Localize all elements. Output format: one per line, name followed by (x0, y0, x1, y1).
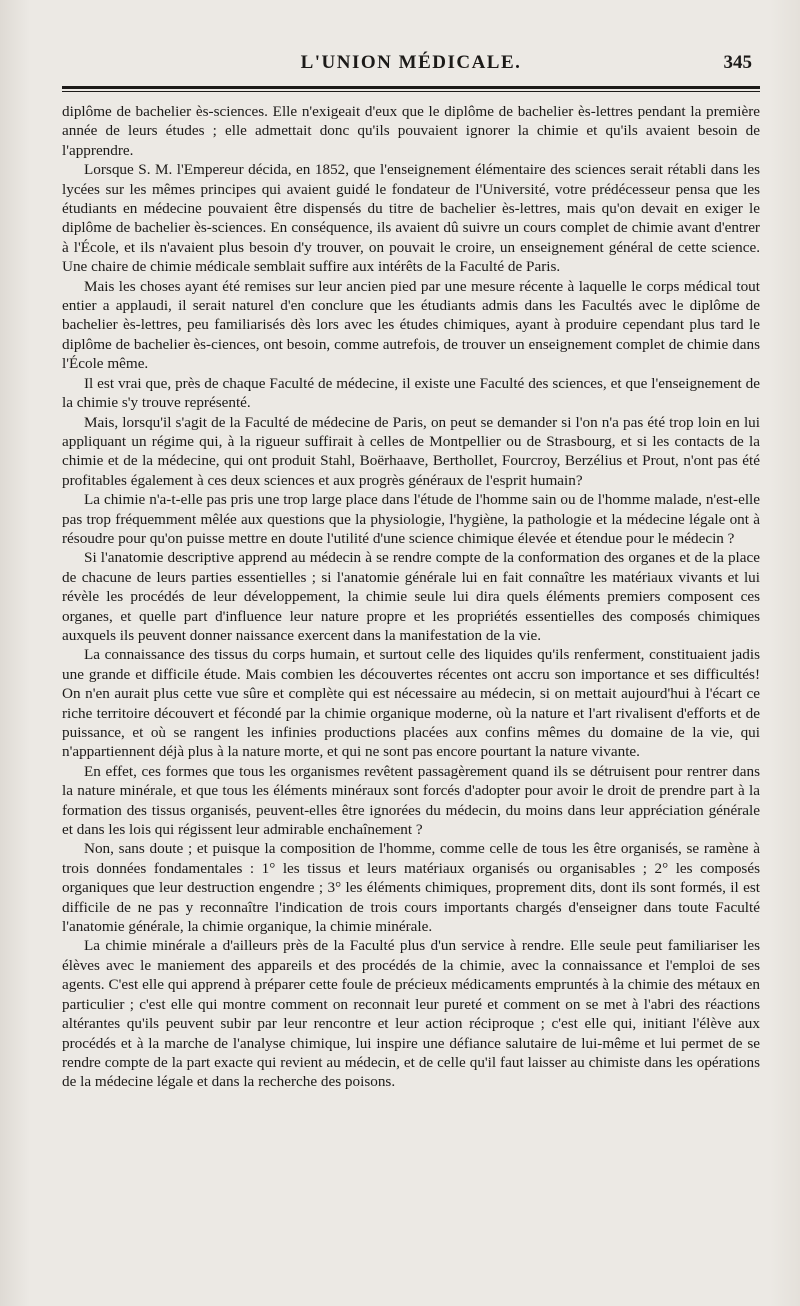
paragraph: Non, sans doute ; et puisque la composition de l'homme, comme celle de tous les être organisés, se ramène à trois données fondamentales : 1° les tissus et leurs matériaux organisés ou organisables ; 2° les composés organiques que leur destruction engendre ; 3° les éléments chimiques, proprement dits, dont ils sont formés, il est difficile de ne pas y reconnaître l'indication de trois cours importants chargés d'enseigner dans toute Faculté l'anatomie générale, la chimie organique, la chimie minérale. (62, 840, 760, 936)
header-rule-thick (62, 86, 760, 89)
paragraph: Mais les choses ayant été remises sur leur ancien pied par une mesure récente à laquelle le corps médical tout entier a applaudi, il serait naturel d'en conclure que les étudiants admis dans les Facultés avec le diplôme de bachelier ès-lettres, peu familiarisés dès lors avec les études chimiques, ayant à produire cependant plus tard le diplôme de bachelier ès-ciences, ont besoin, comme autrefois, de trouver un enseignement complet de chimie dans l'École même. (62, 277, 760, 373)
running-head (62, 52, 760, 82)
paragraph: Mais, lorsqu'il s'agit de la Faculté de médecine de Paris, on peut se demander si l'on n'a pas été trop loin en lui appliquant un régime qui, à la rigueur suffirait à celles de Montpellier ou de Strasbourg, et si les contacts de la chimie et de la médecine, qui ont produit Stahl, Boërhaave, Berthollet, Fourcroy, Berzélius et Prout, n'ont pas été profitables également à ces deux sciences et aux progrès généraux de l'esprit humain? (62, 413, 760, 489)
paragraph: diplôme de bachelier ès-sciences. Elle n'exigeait d'eux que le diplôme de bachelier ès-lettres pendant la première année de leurs études ; elle admettait donc qu'ils pouvaient ignorer la chimie et qu'ils avaient besoin de l'apprendre. (62, 103, 760, 159)
journal-title: L'UNION MÉDICALE. (300, 52, 522, 73)
body-text (62, 102, 760, 1092)
page-number: 345 (723, 52, 752, 73)
paragraph: La chimie n'a-t-elle pas pris une trop large place dans l'étude de l'homme sain ou de l'homme malade, n'est-elle pas trop fréquemment mêlée aux questions que la physiologie, l'hygiène, la pathologie et la médecine légale ont à résoudre pour qu'on puisse mettre en doute l'utilité d'une science chimique élevée et étendue pour le médecin ? (62, 491, 760, 547)
paragraph: La connaissance des tissus du corps humain, et surtout celle des liquides qu'ils renferment, constituaient jadis une grande et difficile étude. Mais combien les découvertes récentes ont accru son importance et ses difficultés! On n'en aurait plus cette vue sûre et complète qui est nécessaire au médecin, si on mettait aujourd'hui à l'écart ce riche territoire découvert et fécondé par la chimie organique moderne, où la nature et l'art rivalisent d'efforts et de puissance, et où se rangent les infinies productions placées aux confins mêmes du domaine de la vie, qui n'appartiennent déjà plus à la nature morte, et qui ne sont pas encore pourtant la nature vivante. (62, 646, 760, 761)
header-rule-thin (62, 91, 760, 92)
paragraph: En effet, ces formes que tous les organismes revêtent passagèrement quand ils se détruisent pour rentrer dans la nature minérale, et que tous les éléments minéraux sont forcés d'adopter pour avoir le droit de prendre part à la formation des tissus organisés, peuvent-elles être ignorées du médecin, du moins dans leur appréciation générale et dans les lois qui régissent leur admirable enchaînement ? (62, 762, 760, 839)
paragraph: Il est vrai que, près de chaque Faculté de médecine, il existe une Faculté des sciences, et que l'enseignement de la chimie s'y trouve représenté. (62, 374, 760, 412)
paragraph: Lorsque S. M. l'Empereur décida, en 1852, que l'enseignement élémentaire des sciences serait rétabli dans les lycées sur les mêmes principes qui avaient guidé le fondateur de l'Université, votre prédécesseur pensa que les étudiants en médecine pouvaient être dispensés du titre de bachelier ès-lettres, mais qu'on devait en exiger le diplôme de bachelier ès-sciences. En conséquence, ils avaient dû suivre un cours complet de chimie avant d'entrer à l'École, et ils n'avaient plus besoin d'y trouver, on pouvait le croire, un enseignement général de cette science. Une chaire de chimie médicale semblait suffire aux intérêts de la Faculté de Paris. (62, 161, 760, 276)
paragraph: La chimie minérale a d'ailleurs près de la Faculté plus d'un service à rendre. Elle seule peut familiariser les élèves avec le maniement des appareils et des procédés de la chimie, avec la connaissance et l'emploi de ses agents. C'est elle qui apprend à préparer cette foule de précieux médicaments empruntés à la chimie des métaux en particulier ; c'est elle qui montre comment on reconnait leur pureté et comment on se met à l'abri des réactions altérantes qu'ils peuvent subir par leur rencontre et leur action réciproque ; c'est elle qui, initiant l'élève aux procédés et à la marche de l'analyse chimique, lui inspire une défiance salutaire de lui-même et lui permet de se rendre compte de la part exacte qui revient au médecin, et de celle qu'il faut laisser au chimiste dans les opérations de la médecine légale et dans la recherche des poisons. (62, 937, 760, 1091)
paragraph: Si l'anatomie descriptive apprend au médecin à se rendre compte de la conformation des organes et de la place de chacune de leurs parties essentielles ; si l'anatomie générale lui en fait connaître les matériaux vivants et lui révèle les procédés de leur développement, la chimie seule lui dira quels éléments premiers composent ces organes, et quelle part d'influence leur nature propre et les propriétés essentielles des composés chimiques auxquels ils peuvent donner naissance exercent dans la manifestation de la vie. (62, 549, 760, 644)
